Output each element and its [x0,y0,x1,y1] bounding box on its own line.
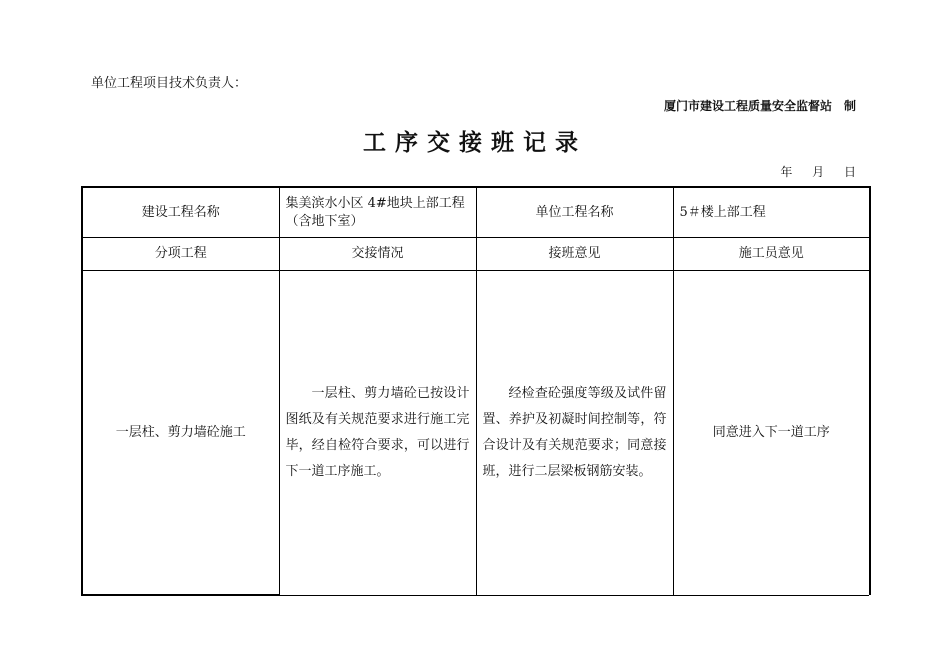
unit-name-value: 5＃楼上部工程 [673,187,870,238]
foreman-cell: 同意进入下一道工序 [673,271,870,596]
table-row [82,271,870,596]
tech-lead-label: 单位工程项目技术负责人： [91,76,248,91]
header-takeover: 接班意见 [476,238,673,271]
header-handover: 交接情况 [279,238,476,271]
page-title: 工序交接班记录 [363,129,587,156]
table-header-row [82,238,870,271]
header-foreman: 施工员意见 [673,238,870,271]
table-row [82,187,870,238]
takeover-cell [476,271,673,596]
project-name-value: 集美滨水小区 4#地块上部工程（含地下室） [279,187,476,238]
project-name-label: 建设工程名称 [82,187,279,238]
handover-cell [279,271,476,596]
takeover-text: 经检查砼强度等级及试件留置、养护及初凝时间控制等，符合设计及有关规范要求；同意接班，进行二层梁板钢筋安装。 [482,386,667,479]
table-bottom-border [279,595,869,596]
sub-item-cell: 一层柱、剪力墙砼施工 [82,271,279,596]
date-label: 年 月 日 [780,165,856,179]
issuer-label: 厦门市建设工程质量安全监督站 制 [663,99,856,113]
handover-text: 一层柱、剪力墙砼已按设计图纸及有关规范要求进行施工完毕，经自检符合要求，可以进行下一道工序施工。 [285,386,470,479]
header-sub-item: 分项工程 [82,238,279,271]
handover-record-table [81,186,871,596]
unit-name-label: 单位工程名称 [476,187,673,238]
